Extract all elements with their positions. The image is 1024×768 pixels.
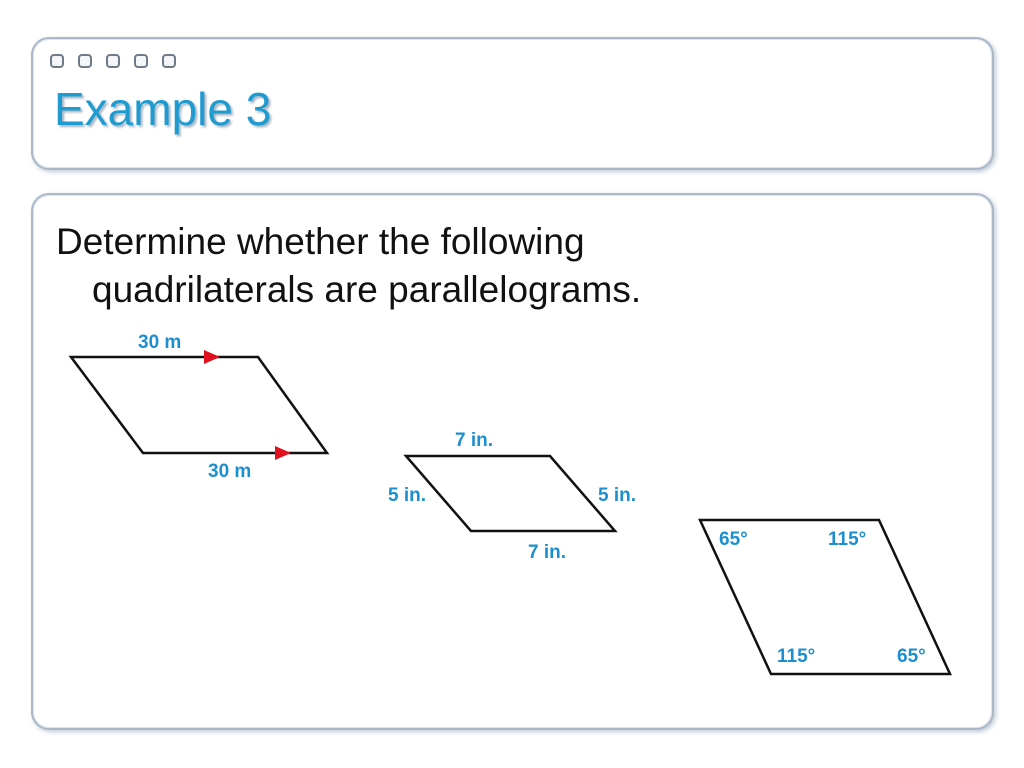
- figure-1: [71, 332, 327, 482]
- figure-3-angle-bottom-right: 65°: [897, 646, 926, 667]
- figure-3: [700, 520, 950, 674]
- prompt-line-1: Determine whether the following: [56, 221, 585, 262]
- parallel-arrow-icon: [204, 350, 220, 364]
- figure-3-angle-bottom-left: 115°: [777, 646, 816, 667]
- figure-1-shape: [71, 357, 327, 453]
- figure-1-bottom-label: 30 m: [208, 461, 252, 482]
- figure-3-angle-top-right: 115°: [828, 529, 867, 550]
- parallel-arrow-icon: [275, 446, 291, 460]
- figure-2-bottom-label: 7 in.: [528, 542, 567, 563]
- figure-3-angle-top-left: 65°: [719, 529, 748, 550]
- figure-2: [388, 430, 636, 563]
- figure-1-top-label: 30 m: [138, 332, 182, 353]
- figure-2-shape: [406, 456, 615, 531]
- slide-title: Example 3: [54, 83, 272, 135]
- figure-2-top-label: 7 in.: [455, 430, 494, 451]
- figure-2-right-label: 5 in.: [598, 485, 637, 506]
- figure-2-left-label: 5 in.: [388, 485, 427, 506]
- prompt-line-2: quadrilaterals are parallelograms.: [92, 269, 642, 311]
